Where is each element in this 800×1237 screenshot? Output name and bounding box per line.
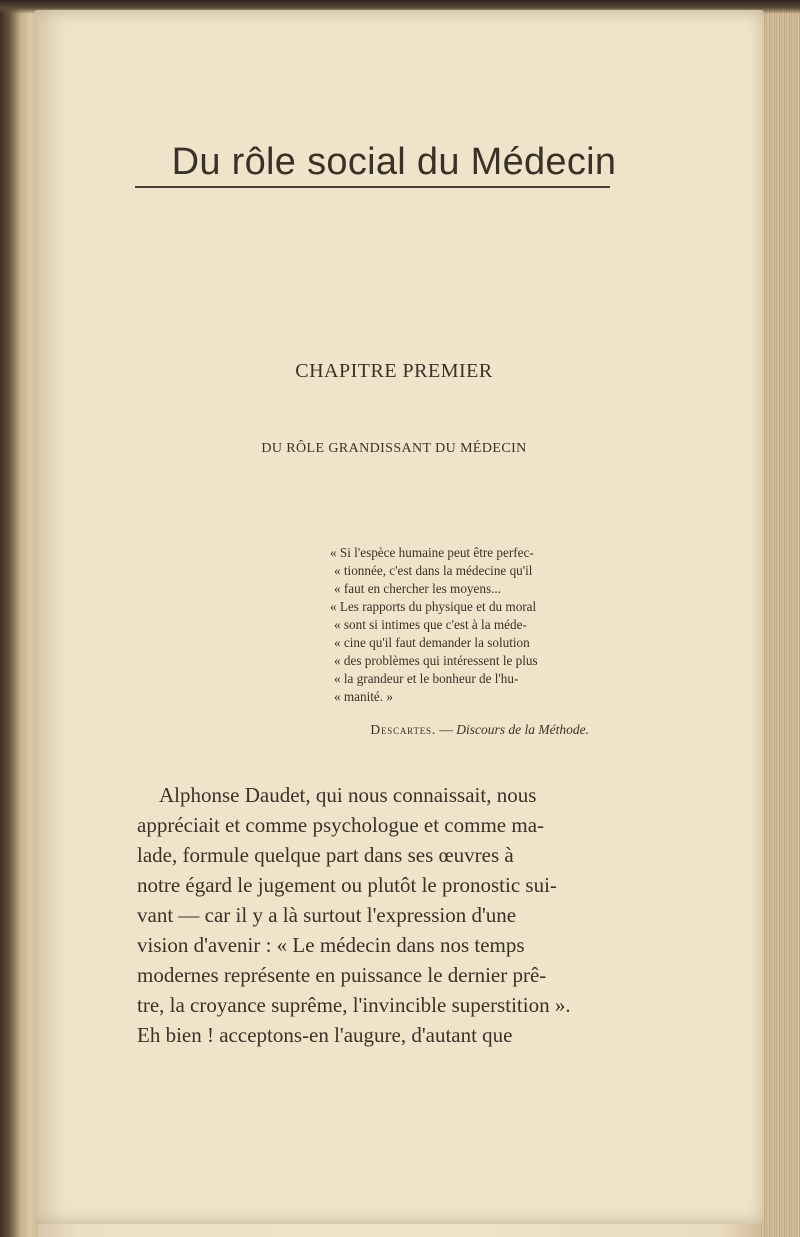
title-divider bbox=[135, 186, 610, 188]
left-page-edge bbox=[0, 0, 38, 1237]
epigraph-line: « manité. » bbox=[334, 689, 393, 704]
body-line: modernes représente en puissance le dernier prê- bbox=[137, 963, 547, 987]
attribution-author: Descartes. bbox=[370, 722, 437, 737]
epigraph-line: « faut en chercher les moyens... bbox=[334, 581, 501, 596]
chapter-subtitle: DU RÔLE GRANDISSANT DU MÉDECIN bbox=[261, 441, 527, 456]
body-line: vision d'avenir : « Le médecin dans nos temps bbox=[137, 933, 525, 957]
body-line: tre, la croyance suprême, l'invincible superstition ». bbox=[137, 993, 571, 1017]
body-paragraph bbox=[137, 780, 629, 1050]
epigraph-line: « tionnée, c'est dans la médecine qu'il bbox=[334, 563, 533, 578]
chapter-heading: CHAPITRE PREMIER bbox=[295, 360, 493, 382]
epigraph-quote bbox=[330, 544, 620, 706]
epigraph-line: « Si l'espèce humaine peut être perfec- bbox=[330, 545, 534, 560]
epigraph-line: « des problèmes qui intéressent le plus bbox=[334, 653, 538, 668]
body-line: Eh bien ! acceptons-en l'augure, d'autant que bbox=[137, 1023, 513, 1047]
right-page-stack bbox=[760, 8, 800, 1237]
attribution-separator: — bbox=[436, 722, 457, 737]
body-line: vant — car il y a là surtout l'expression d'une bbox=[137, 903, 517, 927]
epigraph-attribution bbox=[294, 720, 589, 740]
epigraph-line: « cine qu'il faut demander la solution bbox=[334, 635, 530, 650]
epigraph-line: « sont si intimes que c'est à la méde- bbox=[334, 617, 527, 632]
body-line: notre égard le jugement ou plutôt le pronostic sui- bbox=[137, 873, 557, 897]
body-line: Alphonse Daudet, qui nous connaissait, nous bbox=[159, 783, 537, 807]
body-line: appréciait et comme psychologue et comme ma- bbox=[137, 813, 545, 837]
book-page bbox=[34, 10, 764, 1224]
page-title: Du rôle social du Médecin bbox=[171, 141, 617, 183]
epigraph-line: « la grandeur et le bonheur de l'hu- bbox=[334, 671, 519, 686]
epigraph-line: « Les rapports du physique et du moral bbox=[330, 599, 537, 614]
attribution-work: Discours de la Méthode. bbox=[456, 722, 589, 737]
body-line: lade, formule quelque part dans ses œuvres à bbox=[137, 843, 514, 867]
